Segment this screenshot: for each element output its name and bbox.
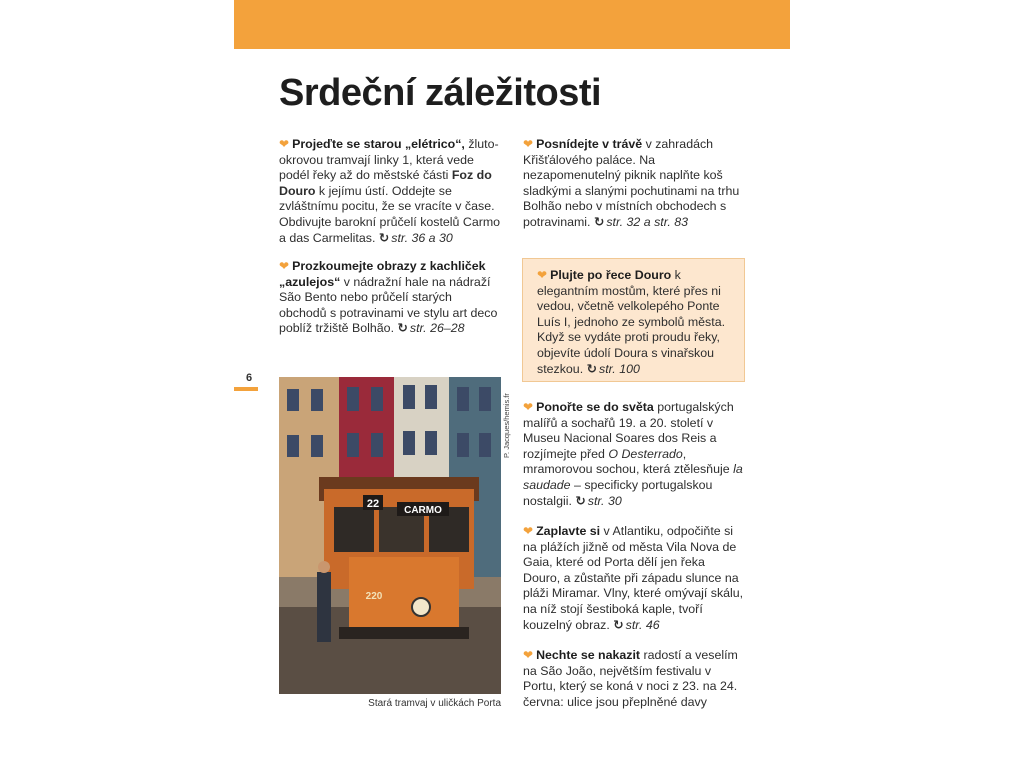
page-reference: ↻ str. 30 — [575, 493, 622, 508]
page-reference-icon: ↻ — [397, 321, 408, 336]
page-reference: ↻ str. 32 a str. 83 — [593, 214, 689, 229]
heart-icon: ❤ — [279, 259, 290, 273]
list-item: ❤ Plujte po řece Douro k elegantním mostům, které přes ni vedou, včetně velkolepého Ponte Luís I, jednoho ze symbolů města. Když se vydáte proti proudu řeky, objevíte údolí Doura s vinařskou stezkou. ↻ str. 100 — [537, 268, 726, 376]
photo-credit: P. Jacques/hemis.fr — [502, 393, 511, 458]
heart-icon: ❤ — [523, 137, 534, 151]
page-title: Srdeční záležitosti — [279, 72, 602, 114]
page-reference: ↻ str. 100 — [586, 361, 640, 376]
page-reference: ↻ str. 36 a 30 — [378, 230, 453, 245]
heart-icon: ❤ — [537, 268, 548, 282]
heart-icon: ❤ — [523, 400, 534, 414]
list-item: ❤ Zaplavte si v Atlantiku, odpočiňte si na plážích jižně od města Vila Nova de Gaia, které od Porta dělí jen řeka Douro, a zůstaňte při západu slunce na pláži Miramar. Vlny, které omývají skálu, na níž stojí šestiboká kaple, tvoří kouzelný obraz. ↻ str. 46 — [523, 524, 744, 632]
page-reference-icon: ↻ — [586, 361, 597, 376]
tram-destination: CARMO — [404, 505, 442, 516]
list-item: ❤ Posnídejte v trávě v zahradách Křišťálového paláce. Na nezapomenutelný piknik naplňte koš sladkými a slanými pochutinami na trhu Bolhão nebo v místních obchodech s potravinami. ↻ str. 32 a str. 83 — [523, 137, 740, 229]
page-number-marker — [234, 387, 258, 391]
page-reference: ↻ str. 46 — [613, 617, 660, 632]
heart-icon: ❤ — [523, 524, 534, 538]
list-item: ❤ Prozkoumejte obrazy z kachliček „azulejos“ v nádražní hale na nádraží São Bento nebo průčelí starých obchodů s potravinami ve stylu art deco poblíž tržiště Bolhão. ↻ str. 26–28 — [279, 259, 498, 336]
page-number: 6 — [246, 372, 253, 384]
tram-route-number: 22 — [366, 498, 380, 510]
list-item: ❤ Projeďte se starou „elétrico“, žluto-okrovou tramvají linky 1, která vede podél řeky až do městské části Foz do Douro k jejímu ústí. Oddejte se zvláštnímu pocitu, že se vracíte v čase. Obdivujte barokní průčelí kostelů Carmo a das Carmelitas. ↻ str. 36 a 30 — [279, 137, 501, 245]
tram-fleet-number: 220 — [365, 591, 383, 602]
heart-icon: ❤ — [279, 137, 290, 151]
tram-photo — [279, 377, 501, 694]
page-reference-icon: ↻ — [575, 493, 586, 508]
page-reference-icon: ↻ — [613, 617, 624, 632]
list-item: ❤ Ponořte se do světa portugalských malířů a sochařů 19. a 20. století v Museu Nacional Soares dos Reis a rozjímejte před O Desterrado, mramorovou sochou, která ztělesňuje la saudade – specificky portugalskou nostalgii. ↻ str. 30 — [523, 400, 743, 508]
page-reference: ↻ str. 26–28 — [397, 321, 465, 336]
heart-icon: ❤ — [523, 648, 534, 662]
page-reference-icon: ↻ — [593, 214, 605, 229]
photo-caption: Stará tramvaj v uličkách Porta — [368, 698, 501, 709]
list-item: ❤ Nechte se nakazit radostí a veselím na São João, největším festivalu v Portu, který se koná v noci z 23. na 24. června: ulice jsou přeplněné davy — [523, 648, 738, 709]
header-color-bar — [234, 0, 790, 49]
page-reference-icon: ↻ — [378, 230, 390, 245]
